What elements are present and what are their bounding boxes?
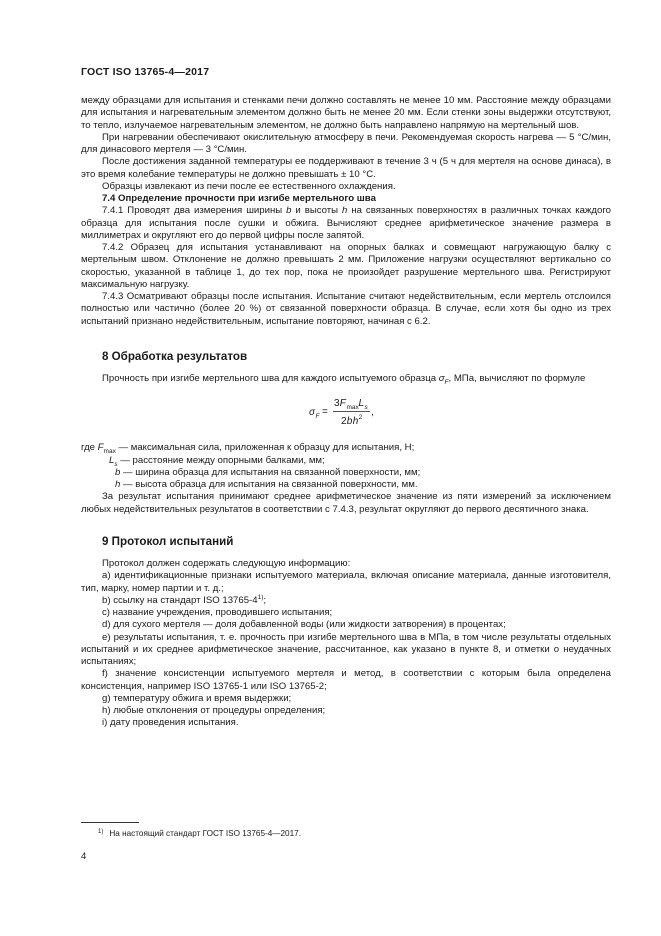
subsection-heading-7-4: 7.4 Определение прочности при изгибе мертельного шва — [102, 193, 376, 204]
definition-row: где $F_{max}$ — максимальная сила, приложенная к образцу для испытания, Н; — [81, 442, 415, 456]
list-item: e) результаты испытания, т. е. прочность при изгибе мертельного шва в МПа, в том числе результаты отдельных испытаний и их среднее арифметическое значение, рассчитанное, как указано в пункте 8, и отметки о неудачных испытаниях; — [81, 631, 611, 667]
list-item: d) для сухого мертеля — доля добавленной воды (или жидкости затворения) в процентах; — [102, 619, 506, 631]
definition-row: b — ширина образца для испытания на связанной поверхности, мм; — [115, 466, 421, 478]
section-heading-8: 8 Обработка результатов — [102, 349, 248, 363]
formula-den-h: h — [352, 416, 359, 428]
formula-num-f-sub: max — [346, 404, 359, 412]
paragraph-heating-rate: При нагревании обеспечивают окислительную атмосферу в печи. Рекомендуемая скорость нагрева — 5 °С/мин, для динасового мертеля — 3 °С/мин. — [81, 131, 611, 155]
paragraph-furnace-distance: между образцами для испытания и стенками печи должно составлять не менее 10 мм. Расстояние между образцами для испытания и нагревательным элементом должно быть не менее 20 мм. Если стенки зоны выдержки отсутствуют, то тепло, излучаемое нагревательным элементом, не должно быть направлено напрямую на мертельный шов. — [81, 95, 611, 131]
paragraph-7-4-1: 7.4.1 Проводят два измерения ширины b и высоты h на связанных поверхностях в различных точках каждого образца для испытания после сушки и обжига. Вычисляют среднее арифметическое значение размера в миллиметрах и округляют его до первой цифры после запятой. — [81, 205, 611, 241]
paragraph-cooling: Образцы извлекают из печи после ее естественного охлаждения. — [102, 180, 396, 192]
list-item: a) идентификационные признаки испытуемого материала, включая описание материала, данные изготовителя, тип, марку, номер партии и т. д.; — [81, 570, 611, 594]
formula-num-coef: 3 — [334, 398, 340, 410]
formula-lhs-sub: F — [315, 413, 320, 421]
variable-definitions — [81, 442, 611, 491]
paragraph-7-4-3: 7.4.3 Осматривают образцы после испытания. Испытание считают недействительным, если мертель отслоился полностью или частично (более 20 %) от связанной поверхности образца. В случае, если хотя бы одно из трех испытаний признано недействительным, испытание повторяют, начиная с 6.2. — [81, 291, 611, 327]
formula-num-l: L — [358, 398, 365, 410]
definition-row: h — высота образца для испытания на связанной поверхности, мм. — [115, 479, 418, 490]
formula-lhs: σ — [309, 407, 316, 419]
footnote: $^{1)}$ На настоящий стандарт ГОСТ ISO 13765-4—2017. — [98, 829, 301, 838]
paragraph-report-intro: Протокол должен содержать следующую информацию: — [102, 558, 351, 569]
list-item: f) значение консистенции испытуемого мертеля и метод, в соответствии с которым была определена консистенция, например ISO 13765-1 или ISO 13765-2; — [81, 668, 611, 692]
formula-num-l-sub: s — [364, 404, 368, 412]
page-number: 4 — [81, 851, 87, 862]
formula-den-exp: 2 — [358, 414, 363, 422]
list-item: i) дату проведения испытания. — [102, 717, 239, 729]
paragraph-hold-time: После достижения заданной температуры ее поддерживают в течение 3 ч (5 ч для мертеля на основе динаса), в это время колебание температуры не должно превышать ± 10 °С. — [81, 156, 611, 180]
paragraph-result-averaging: За результат испытания принимают среднее арифметическое значение из пяти измерений за исключением любых недействительных результатов в соответствии с 7.4.3, результат округляют до первого десятичного знака. — [81, 491, 611, 515]
list-item: c) название учреждения, проводившего испытания; — [102, 607, 333, 618]
paragraph-7-4-2: 7.4.2 Образец для испытания устанавливают на опорных балках и совмещают нагружающую балку с мертельным швом. Отклонение не должно превышать 2 мм. Приложение нагрузки осуществляют вертикально со скоростью, указанной в таблице 1, до тех пор, пока не произойдет разрушение мертельного шва. Регистрируют максимальную нагрузку. — [81, 242, 611, 290]
list-item: g) температуру обжига и время выдержки; — [102, 692, 292, 704]
document-body — [81, 95, 611, 730]
paragraph-formula-intro: Прочность при изгибе мертельного шва для каждого испытуемого образца $\sigma_F$, МПа, вычисляют по формуле — [102, 373, 586, 386]
formula-num-f: F — [339, 398, 346, 410]
svg-text:=: = — [322, 406, 328, 418]
formula-den-b: b — [346, 416, 353, 428]
document-header: ГОСТ ISO 13765-4—2017 — [81, 66, 210, 78]
flexural-strength-formula — [81, 395, 611, 429]
list-item: b) ссылку на стандарт ISO 13765-4$^{1)}$; — [102, 593, 267, 606]
section-heading-9: 9 Протокол испытаний — [102, 534, 234, 548]
formula-den-coef: 2 — [341, 416, 347, 428]
footnote-divider — [81, 822, 139, 823]
definition-row: $L_s$ — расстояние между опорными балками, мм; — [109, 454, 325, 468]
list-item: h) любые отклонения от процедуры определения; — [102, 705, 326, 716]
formula-tail: , — [371, 407, 374, 419]
